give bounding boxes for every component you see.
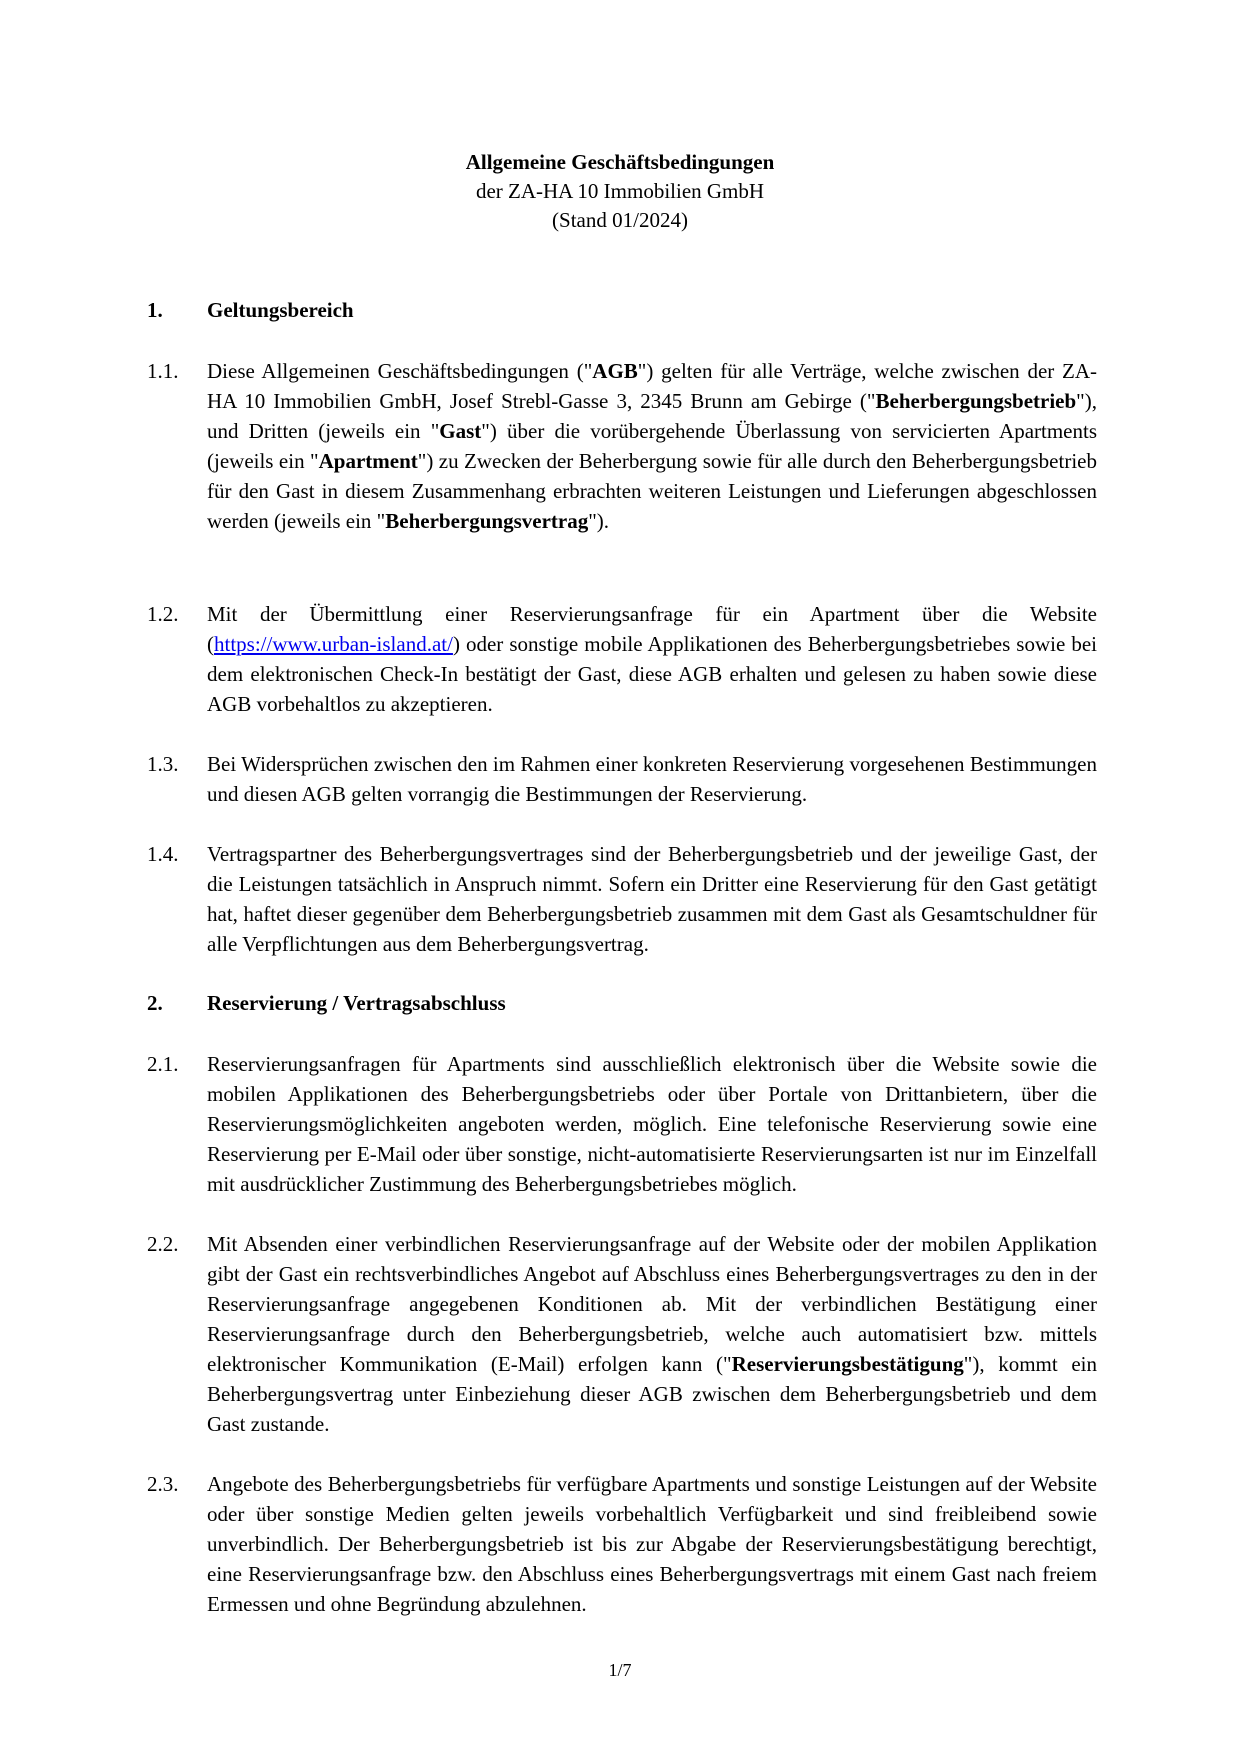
page-number: 1/7: [608, 1660, 632, 1680]
text-run: ").: [588, 509, 610, 533]
section-title: Reservierung / Vertragsabschluss: [207, 991, 506, 1015]
text-run: ") zu Zwecken der Beherbergung sowie für alle durch den Beherbergungsbetrieb für den Gast in diesem Zusammenhang erbrachten weiteren Leistungen und Lieferungen abgeschlossen werden (jeweils ein ": [207, 449, 1097, 533]
text-run: "), und Dritten (jeweils ein ": [207, 389, 1097, 443]
clause-2-1: [147, 1049, 1097, 1199]
clause-number: 1.1.: [147, 359, 179, 383]
clause-1-3: [147, 749, 1097, 809]
clause-number: 2.2.: [147, 1232, 179, 1256]
clause-1-4: [147, 839, 1097, 959]
text-run: Bei Widersprüchen zwischen den im Rahmen einer konkreten Reservierung vorgesehenen Bestimmungen und diesen AGB gelten vorrangig die Bestimmungen der Reservierung.: [207, 752, 1097, 806]
clause-text: [207, 749, 1097, 809]
clause-1-2: [147, 599, 1097, 719]
text-run: Angebote des Beherbergungsbetriebs für verfügbare Apartments und sonstige Leistungen auf der Website oder über sonstige Medien gelten jeweils vorbehaltlich Verfügbarkeit und sind freibleibend sowie unverbindlich. Der Beherbergungsbetrieb ist bis zur Abgabe der Reservierungsbestätigung berechtigt, eine Reservierungsanfrage bzw. den Abschluss eines Beherbergungsvertrags mit einem Gast nach freiem Ermessen und ohne Begründung abzulehnen.: [207, 1472, 1097, 1616]
text-run: Reservierungsanfragen für Apartments sind ausschließlich elektronisch über die Website sowie die mobilen Applikationen des Beherbergungsbetriebs oder über Portale von Drittanbietern, über die Reservierungsmöglichkeiten angeboten werden, möglich. Eine telefonische Reservierung sowie eine Reservierung per E-Mail oder über sonstige, nicht-automatisierte Reservierungsarten ist nur im Einzelfall mit ausdrücklicher Zustimmung des Beherbergungsbetriebes möglich.: [207, 1052, 1097, 1196]
clause-number: 1.3.: [147, 752, 179, 776]
clause-text: [207, 839, 1097, 959]
website-link[interactable]: https://www.urban-island.at/: [214, 632, 453, 656]
clause-number: 1.4.: [147, 842, 179, 866]
text-run: "), kommt ein Beherbergungsvertrag unter Einbeziehung dieser AGB zwischen dem Beherbergungsbetrieb und dem Gast zustande.: [207, 1352, 1098, 1436]
clause-text: [207, 599, 1097, 719]
defined-term: Apartment: [318, 449, 418, 473]
clause-text: [207, 1469, 1097, 1619]
clause-2-2: [147, 1229, 1097, 1439]
document-version: (Stand 01/2024): [552, 208, 688, 232]
text-run: Diese Allgemeinen Geschäftsbedingungen (": [207, 359, 593, 383]
clause-number: 2.1.: [147, 1052, 179, 1076]
text-run: Vertragspartner des Beherbergungsvertrages sind der Beherbergungsbetrieb und der jeweilige Gast, der die Leistungen tatsächlich in Anspruch nimmt. Sofern ein Dritter eine Reservierung für den Gast getätigt hat, haftet dieser gegenüber dem Beherbergungsbetrieb zusammen mit dem Gast als Gesamtschuldner für alle Verpflichtungen aus dem Beherbergungsvertrag.: [207, 842, 1097, 956]
document-title: Allgemeine Geschäftsbedingungen: [465, 150, 775, 174]
clause-number: 1.2.: [147, 602, 179, 626]
clause-number: 2.3.: [147, 1472, 179, 1496]
company-name: der ZA-HA 10 Immobilien GmbH: [475, 179, 765, 203]
clause-text: [207, 1049, 1097, 1199]
text-run: ") gelten für alle Verträge, welche zwischen der ZA-HA 10 Immobilien GmbH, Josef Strebl-Gasse 3, 2345 Brunn am Gebirge (": [207, 359, 1098, 413]
defined-term: Beherbergungsvertrag: [385, 509, 589, 533]
clause-2-3: [147, 1469, 1097, 1619]
document-header: [0, 148, 1240, 235]
section-number: 1.: [147, 298, 163, 322]
defined-term: Beherbergungsbetrieb: [875, 389, 1077, 413]
clause-text: [207, 356, 1097, 536]
section-number: 2.: [147, 991, 163, 1015]
section-title: Geltungsbereich: [207, 298, 354, 322]
clause-text: [207, 1229, 1097, 1439]
defined-term: Reservierungsbestätigung: [731, 1352, 964, 1376]
text-run: ") über die vorübergehende Überlassung von servicierten Apartments (jeweils ein ": [207, 419, 1098, 473]
text-run: Mit der Übermittlung einer Reservierungsanfrage für ein Apartment über die Website (: [207, 602, 1097, 656]
defined-term: Gast: [439, 419, 482, 443]
defined-term: AGB: [592, 359, 638, 383]
clause-1-1: [147, 356, 1097, 536]
text-run: Mit Absenden einer verbindlichen Reservierungsanfrage auf der Website oder der mobilen Applikation gibt der Gast ein rechtsverbindliches Angebot auf Abschluss eines Beherbergungsvertrages zu den in der Reservierungsanfrage angegebenen Konditionen ab. Mit der verbindlichen Bestätigung einer Reservierungsanfrage durch den Beherbergungsbetrieb, welche auch automatisiert bzw. mittels elektronischer Kommunikation (E-Mail) erfolgen kann (": [207, 1232, 1097, 1376]
text-run: ) oder sonstige mobile Applikationen des Beherbergungsbetriebes sowie bei dem elektronischen Check-In bestätigt der Gast, diese AGB erhalten und gelesen zu haben sowie diese AGB vorbehaltlos zu akzeptieren.: [207, 632, 1097, 716]
